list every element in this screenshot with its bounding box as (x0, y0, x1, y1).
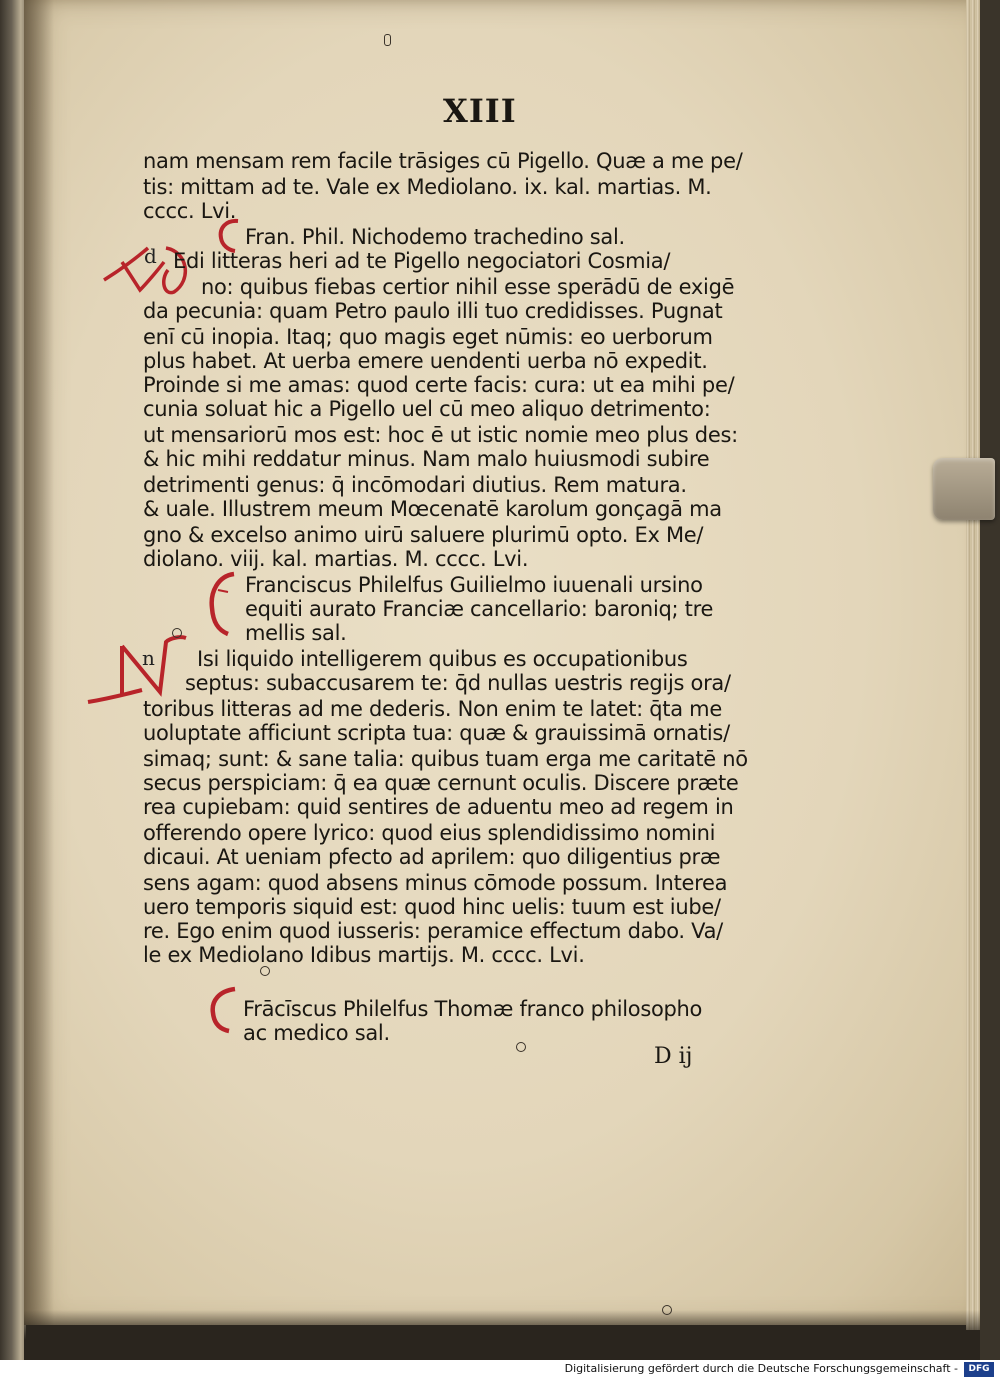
text-line: equiti aurato Franciæ cancellario: baroniq; tre (245, 597, 714, 621)
text-line: no: quibus fiebas certior nihil esse sperādū de exigē (201, 275, 735, 299)
text-line: sens agam: quod absens minus cōmode possum. Interea (143, 871, 728, 895)
text-line: tis: mittam ad te. Vale ex Mediolano. ix. kal. martias. M. (143, 175, 712, 199)
folio-number: XIII (443, 92, 517, 130)
page-mark (384, 34, 391, 46)
page-mark (516, 1042, 526, 1052)
text-line: Isi liquido intelligerem quibus es occupationibus (197, 647, 688, 671)
page-mark (172, 628, 182, 638)
text-line: simaq; sunt: & sane talia: quibus tuam erga me caritatē nō (143, 747, 748, 771)
page-edges (966, 0, 980, 1330)
footer-credit: Digitalisierung gefördert durch die Deutsche Forschungsgemeinschaft - (564, 1362, 958, 1375)
text-line: offerendo opere lyrico: quod eius splendidissimo nomini (143, 821, 716, 845)
text-line: ac medico sal. (243, 1021, 390, 1045)
text-line: & uale. Illustrem meum Mœcenatē karolum gonçagā ma (143, 497, 722, 521)
dfg-logo: DFG (964, 1362, 994, 1377)
text-line: ut mensariorū mos est: hoc ē ut istic nomie meo plus des: (143, 423, 738, 447)
text-line: uero temporis siquid est: quod hinc uelis: tuum est iube/ (143, 895, 721, 919)
text-line: dicaui. At ueniam pfecto ad aprilem: quo diligentius præ (143, 845, 721, 869)
text-line: Franciscus Philelfus Guilielmo iuuenali ursino (245, 573, 703, 597)
guide-letter-n: n (142, 646, 155, 670)
text-line: Fran. Phil. Nichodemo trachedino sal. (245, 225, 625, 249)
rubric-pilcrow-mark (204, 570, 238, 638)
text-line: septus: subaccusarem te: q̄d nullas uestris regijs ora/ (185, 671, 731, 695)
text-line: diolano. viij. kal. martias. M. cccc. Lvi. (143, 547, 529, 571)
text-line: Edi litteras heri ad te Pigello negociatori Cosmia/ (173, 249, 671, 273)
text-line: & hic mihi reddatur minus. Nam malo huiusmodi subire (143, 447, 710, 471)
text-line: le ex Mediolano Idibus martijs. M. cccc. Lvi. (143, 943, 585, 967)
text-line: da pecunia: quam Petro paulo illi tuo credidisses. Pugnat (143, 299, 723, 323)
page-mark (662, 1305, 672, 1315)
right-background (980, 0, 1000, 1360)
rubric-pilcrow-mark (205, 985, 239, 1035)
bottom-shadow (24, 1310, 980, 1360)
text-line: mellis sal. (245, 621, 347, 645)
text-line: Frācīscus Philelfus Thomæ franco philosopho (243, 997, 703, 1021)
left-book-cover (0, 0, 26, 1360)
text-line: nam mensam rem facile trāsiges cū Pigello. Quæ a me pe/ (143, 149, 743, 173)
signature-mark: D ij (654, 1044, 693, 1069)
text-line: Proinde si me amas: quod certe facis: cura: ut ea mihi pe/ (143, 373, 735, 397)
text-line: gno & excelso animo uirū saluere plurimū opto. Ex Me/ (143, 523, 704, 547)
text-line: enī cū inopia. Itaq; quo magis eget nūmis: eo uerborum (143, 325, 713, 349)
text-line: re. Ego enim quod iusseris: peramice effectum dabo. Va/ (143, 919, 723, 943)
text-line: uoluptate afficiunt scripta tua: quæ & grauissimā ornatis/ (143, 721, 730, 745)
text-line: detrimenti genus: q̄ incōmodari diutius. Rem matura. (143, 473, 687, 497)
text-line: cccc. Lvi. (143, 199, 237, 223)
page-gutter-shadow (24, 0, 54, 1325)
text-line: secus perspiciam: q̄ ea quæ cernunt oculis. Discere præte (143, 771, 739, 795)
book-clasp (933, 458, 995, 520)
text-line: cunia soluat hic a Pigello uel cū meo aliquo detrimento: (143, 397, 711, 421)
text-line: rea cupiebam: quid sentires de aduentu meo ad regem in (143, 795, 734, 819)
guide-letter-d: d (144, 244, 157, 268)
text-line: plus habet. At uerba emere uendenti uerba nō expedit. (143, 349, 708, 373)
text-line: toribus litteras ad me dederis. Non enim te latet: q̄ta me (143, 697, 722, 721)
